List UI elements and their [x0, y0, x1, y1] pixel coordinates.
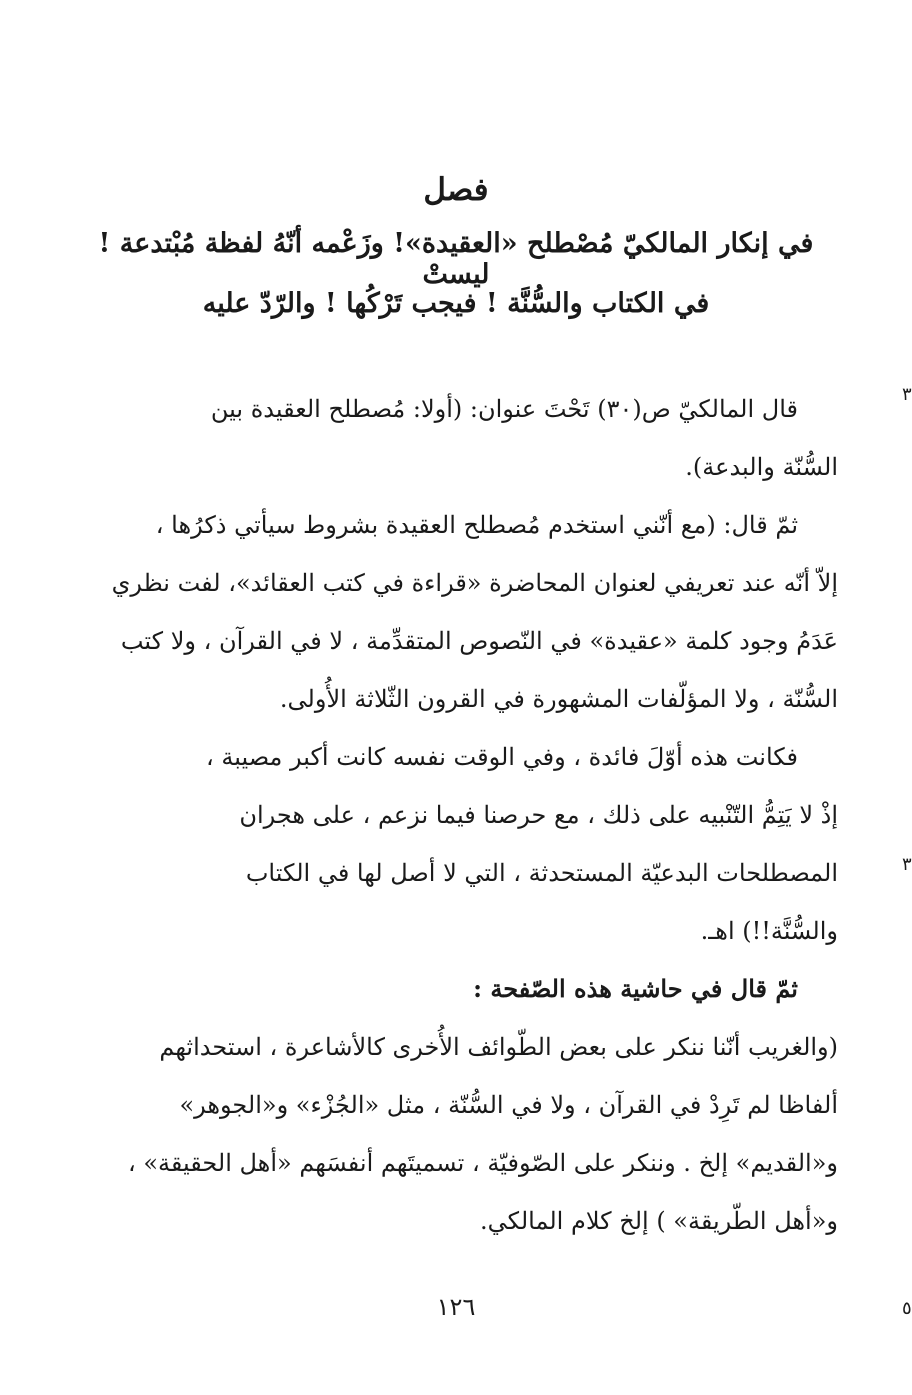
- body-line: عَدَمُ وجود كلمة «عقيدة» في النّصوص المتقدِّمة ، لا في القرآن ، ولا كتب: [120, 627, 838, 655]
- page-number: ١٢٦: [436, 1293, 476, 1321]
- body-line: قال المالكيّ ص(٣٠) تَحْتَ عنوان: (أولا: مُصطلح العقيدة بين: [210, 395, 798, 423]
- body-line: و«القديم» إلخ . وننكر على الصّوفيّة ، تسميتَهم أنفسَهم «أهل الحقيقة» ،: [127, 1149, 838, 1177]
- body-line: السُّنّة والبدعة).: [685, 453, 838, 481]
- margin-mark: ٣: [902, 384, 912, 405]
- body-text: [52, 380, 838, 1250]
- body-line: (والغريب أنّنا ننكر على بعض الطّوائف الأُخرى كالأشاعرة ، استحداثهم: [159, 1033, 838, 1061]
- body-line: والسُّنَّة!!) اهـ.: [700, 917, 838, 945]
- chapter-title-line-2: في الكتاب والسُّنَّة ! فيجب تَرْكُها ! والرّدّ عليه: [202, 288, 710, 319]
- body-line: السُّنّة ، ولا المؤلّفات المشهورة في القرون الثّلاثة الأُولى.: [279, 685, 838, 713]
- body-line: فكانت هذه أوّلَ فائدة ، وفي الوقت نفسه كانت أكبر مصيبة ،: [205, 743, 798, 771]
- margin-mark: ٣: [902, 854, 912, 875]
- body-line: ألفاظا لم تَرِدْ في القرآن ، ولا في السُّنّة ، مثل «الجُزْء» و«الجوهر»: [179, 1091, 838, 1119]
- body-line: ثمّ قال في حاشية هذه الصّفحة :: [473, 974, 798, 1003]
- body-line: ثمّ قال: (مع أنّني استخدم مُصطلح العقيدة بشروط سيأتي ذكرُها ،: [155, 511, 798, 539]
- chapter-title-line-1: في إنكار المالكيّ مُصْطلح «العقيدة»! وزَعْمه أنّهُ لفظة مُبْتدعة ! ليستْ: [98, 228, 814, 290]
- body-line: المصطلحات البدعيّة المستحدثة ، التي لا أصل لها في الكتاب: [245, 859, 838, 887]
- body-line: و«أهل الطّريقة» ) إلخ كلام المالكي.: [479, 1207, 838, 1235]
- margin-mark: ٥: [902, 1298, 912, 1319]
- body-line: إذْ لا يَتِمُّ التّنْبيه على ذلك ، مع حرصنا فيما نزعم ، على هجران: [239, 801, 838, 829]
- body-line: إلاّ أنّه عند تعريفي لعنوان المحاضرة «قراءة في كتب العقائد»، لفت نظري: [111, 569, 838, 597]
- section-label: فصل: [423, 172, 489, 208]
